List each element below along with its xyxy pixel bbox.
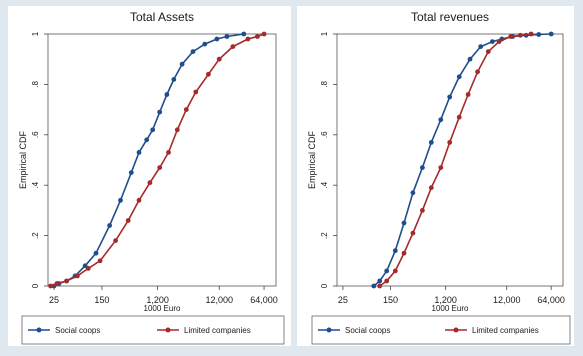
- data-point: [508, 34, 513, 39]
- data-point: [429, 140, 434, 145]
- data-point: [191, 49, 196, 54]
- data-point: [402, 251, 407, 256]
- data-point: [377, 279, 382, 284]
- data-point: [118, 198, 123, 203]
- data-point: [457, 115, 462, 120]
- data-point: [429, 185, 434, 190]
- x-tick-label: 1,200: [434, 295, 457, 305]
- legend-marker: [454, 328, 459, 333]
- chart-panel-2: [297, 6, 574, 346]
- data-point: [384, 269, 389, 274]
- data-point: [384, 279, 389, 284]
- data-point: [217, 57, 222, 62]
- data-point: [107, 223, 112, 228]
- y-axis-title: Empirical CDF: [307, 130, 317, 190]
- data-point: [166, 150, 171, 155]
- data-point: [86, 266, 91, 271]
- data-point: [438, 165, 443, 170]
- data-point: [447, 140, 452, 145]
- data-point: [171, 77, 176, 82]
- data-point: [402, 221, 407, 226]
- y-tick-label: .8: [31, 81, 40, 88]
- data-point: [225, 34, 230, 39]
- data-point: [55, 281, 60, 286]
- legend-label: Limited companies: [184, 326, 251, 335]
- data-point: [466, 92, 471, 97]
- data-point: [457, 74, 462, 79]
- chart-title: Total revenues: [410, 10, 490, 24]
- x-tick-label: 64,000: [537, 295, 565, 305]
- legend: [22, 316, 284, 344]
- y-tick-label: .4: [31, 181, 40, 189]
- data-point: [255, 34, 260, 39]
- legend-marker: [327, 328, 332, 333]
- data-point: [215, 37, 220, 42]
- data-point: [246, 37, 251, 42]
- data-point: [468, 57, 473, 62]
- data-point: [438, 117, 443, 122]
- data-point: [113, 238, 118, 243]
- data-point: [137, 150, 142, 155]
- plot-area: [337, 34, 563, 286]
- data-point: [486, 49, 491, 54]
- plot-area: [48, 34, 276, 286]
- data-point: [94, 251, 99, 256]
- y-tick-label: .6: [320, 131, 329, 139]
- x-tick-label: 1,200: [146, 295, 169, 305]
- data-point: [529, 32, 534, 37]
- y-tick-label: .2: [31, 232, 40, 239]
- data-point: [157, 165, 162, 170]
- y-tick-label: .4: [320, 181, 329, 189]
- data-point: [231, 44, 236, 49]
- x-tick-label: 150: [94, 295, 110, 305]
- data-point: [157, 110, 162, 115]
- data-point: [193, 90, 198, 95]
- x-axis-title: 1000 Euro: [143, 304, 181, 313]
- data-point: [447, 95, 452, 100]
- data-point: [126, 218, 131, 223]
- data-point: [48, 284, 53, 289]
- data-point: [206, 72, 211, 77]
- y-tick-label: 0: [320, 283, 329, 289]
- data-point: [411, 190, 416, 195]
- data-point: [262, 32, 267, 37]
- data-point: [137, 198, 142, 203]
- data-point: [497, 39, 502, 44]
- x-tick-label: 25: [48, 295, 59, 305]
- data-point: [184, 107, 189, 112]
- data-point: [241, 32, 246, 37]
- y-tick-label: 1: [31, 31, 40, 37]
- x-tick-label: 12,000: [205, 295, 234, 305]
- legend-label: Social coops: [55, 326, 101, 335]
- data-point: [75, 274, 80, 279]
- data-point: [420, 165, 425, 170]
- data-point: [549, 32, 554, 37]
- data-point: [150, 127, 155, 132]
- chart-panel-1: [8, 6, 291, 346]
- data-point: [371, 284, 376, 289]
- data-point: [490, 39, 495, 44]
- legend-label: Limited companies: [472, 326, 539, 335]
- x-tick-label: 64,000: [250, 295, 278, 305]
- data-point: [165, 92, 170, 97]
- data-point: [478, 44, 483, 49]
- x-tick-label: 12,000: [492, 295, 521, 305]
- data-point: [148, 180, 153, 185]
- data-point: [202, 42, 207, 47]
- x-tick-label: 25: [337, 295, 348, 305]
- legend: [312, 316, 570, 344]
- y-tick-label: .6: [31, 131, 40, 139]
- data-point: [518, 33, 523, 38]
- data-point: [180, 62, 185, 67]
- data-point: [144, 137, 149, 142]
- y-tick-label: 1: [320, 31, 329, 37]
- x-axis-title: 1000 Euro: [431, 304, 469, 313]
- data-point: [536, 32, 541, 37]
- data-point: [411, 231, 416, 236]
- y-axis-title: Empirical CDF: [18, 130, 28, 190]
- data-point: [64, 279, 69, 284]
- data-point: [475, 69, 480, 74]
- data-point: [98, 258, 103, 263]
- data-point: [377, 284, 382, 289]
- data-point: [175, 127, 180, 132]
- data-point: [393, 248, 398, 253]
- y-tick-label: .8: [320, 81, 329, 88]
- data-point: [129, 170, 134, 175]
- chart-title: Total Assets: [129, 10, 195, 24]
- x-tick-label: 150: [382, 295, 398, 305]
- data-point: [393, 269, 398, 274]
- data-point: [420, 208, 425, 213]
- y-tick-label: .2: [320, 232, 329, 239]
- legend-label: Social coops: [345, 326, 391, 335]
- legend-marker: [37, 328, 42, 333]
- legend-marker: [166, 328, 171, 333]
- y-tick-label: 0: [31, 283, 40, 289]
